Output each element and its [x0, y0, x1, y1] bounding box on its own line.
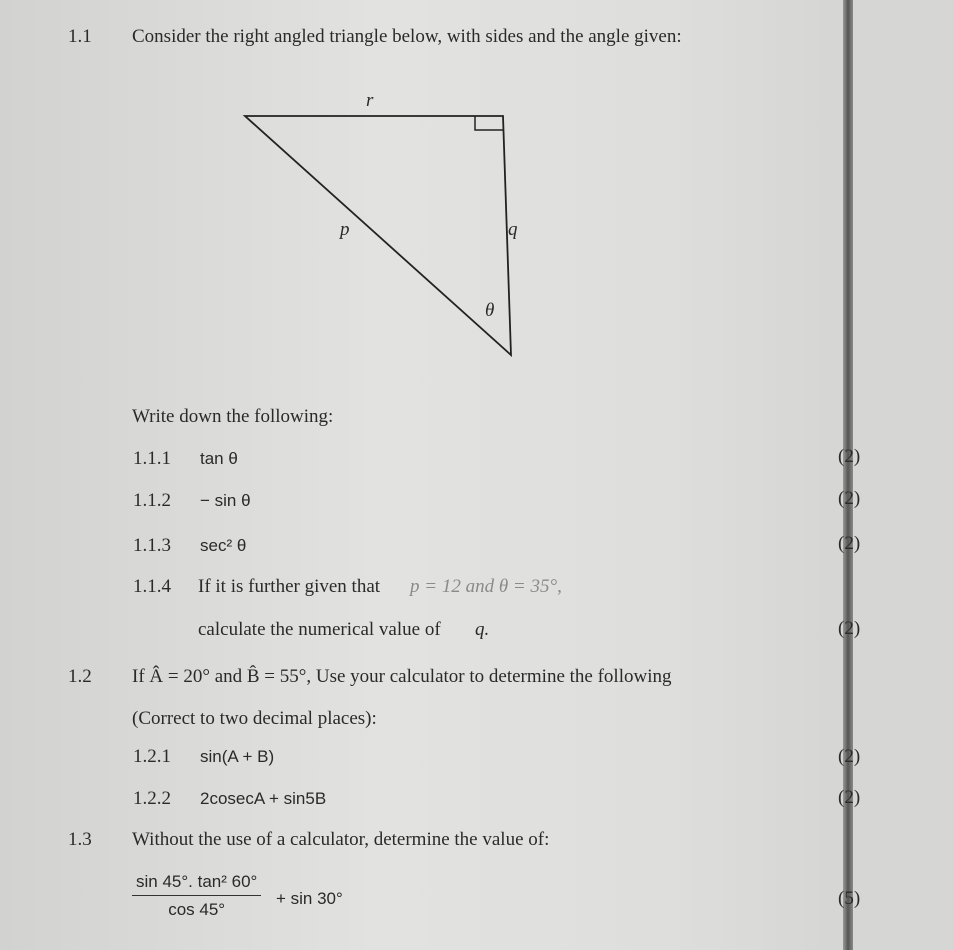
- item-marks: (5): [838, 888, 861, 909]
- item-given-values: p = 12 and θ = 35°,: [410, 576, 562, 597]
- side-label-r: r: [366, 90, 374, 111]
- fraction-numerator: sin 45°. tan² 60°: [132, 872, 261, 896]
- question-number-1-2: 1.2: [68, 666, 92, 687]
- item-marks: (2): [838, 446, 861, 467]
- question-number-1-1: 1.1: [68, 26, 92, 47]
- question-1-2-text: If Â = 20° and B̂ = 55°, Use your calculator to determine the following: [132, 666, 672, 687]
- item-number: 1.1.1: [133, 448, 171, 469]
- item-expression: 2cosecA + sin5B: [200, 789, 327, 808]
- question-1-1-text: Consider the right angled triangle below, with sides and the angle given:: [132, 26, 682, 47]
- item-expression: sin(A + B): [200, 747, 275, 766]
- fraction-denominator: cos 45°: [168, 900, 226, 919]
- item-expression: If it is further given that: [198, 576, 381, 597]
- question-1-2-subtext: (Correct to two decimal places):: [132, 708, 377, 729]
- item-line2-var: q.: [475, 619, 490, 640]
- question-number-1-3: 1.3: [68, 829, 92, 850]
- item-number: 1.2.1: [133, 746, 171, 767]
- angle-label-theta: θ: [485, 300, 495, 321]
- item-marks: (2): [838, 488, 861, 509]
- right-triangle-diagram: [0, 0, 953, 400]
- item-number: 1.1.3: [133, 535, 171, 556]
- item-marks: (2): [838, 618, 861, 639]
- plus-sin-term: + sin 30°: [276, 889, 343, 908]
- side-label-p: p: [340, 219, 350, 240]
- item-marks: (2): [838, 533, 861, 554]
- side-label-q: q: [508, 219, 518, 240]
- right-angle-marker: [475, 116, 503, 130]
- item-marks: (2): [838, 746, 861, 767]
- item-expression: − sin θ: [200, 491, 251, 510]
- instruction-text: Write down the following:: [132, 406, 334, 427]
- question-1-3-text: Without the use of a calculator, determine the value of:: [132, 829, 550, 850]
- item-number: 1.1.2: [133, 490, 171, 511]
- fraction-expression: [132, 872, 261, 920]
- item-marks: (2): [838, 787, 861, 808]
- item-expression: tan θ: [200, 449, 238, 468]
- item-expression: sec² θ: [200, 536, 247, 555]
- item-number: 1.1.4: [133, 576, 171, 597]
- item-line2: calculate the numerical value of: [198, 619, 441, 640]
- triangle-outline: [245, 116, 511, 355]
- item-number: 1.2.2: [133, 788, 171, 809]
